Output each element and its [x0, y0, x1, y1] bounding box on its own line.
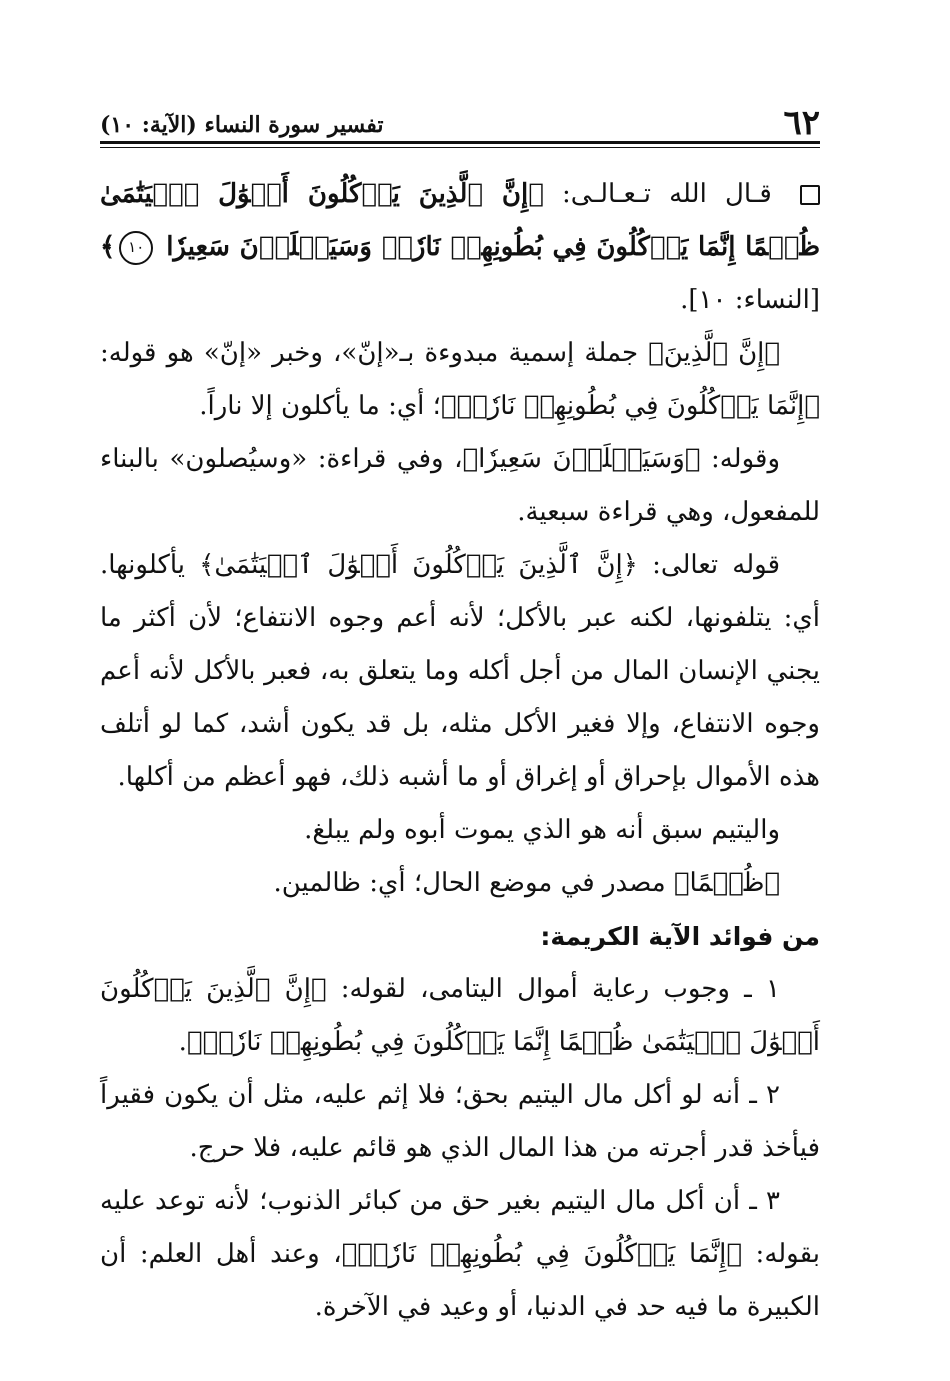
header-rule-thin — [100, 147, 820, 148]
header-rule — [100, 141, 820, 144]
commentary-paragraph-1: ﴿إِنَّ ٱلَّذِينَ﴾ جملة إسمية مبدوءة بـ«إنّ»، وخبر «إنّ» هو قوله: ﴿إِنَّمَا يَأۡكُلُونَ فِي بُطُونِهِمۡ نَارٗاۖ﴾؛ أي: ما يأكلون إلا ناراً. — [100, 338, 820, 421]
page-header — [100, 96, 820, 143]
commentary-paragraph-2: وقوله: ﴿وَسَيَصۡلَوۡنَ سَعِيرٗا﴾، وفي قراءة: «وسيُصلون» بالبناء للمفعول، وهي قراءة سبعية. — [100, 444, 820, 527]
page-body — [100, 168, 820, 1334]
verse-intro: قـال الله تـعـالـى: — [562, 179, 772, 209]
benefit-item-1: ١ ـ وجوب رعاية أموال اليتامى، لقوله: ﴿إِنَّ ٱلَّذِينَ يَأۡكُلُونَ أَمۡوَٰلَ ٱلۡيَتَٰمَىٰ ظُلۡمًا إِنَّمَا يَأۡكُلُونَ فِي بُطُونِهِمۡ نَارٗاۖ﴾. — [100, 974, 820, 1057]
commentary-paragraph-3: قوله تعالى: ﴿إِنَّ ٱلَّذِينَ يَأۡكُلُونَ أَمۡوَٰلَ ٱلۡيَتَٰمَىٰ﴾ يأكلونها. أي: يتلفونها، لكنه عبر بالأكل؛ لأنه أعم وجوه الانتفاع؛ لأن أكثر ما يجني الإنسان المال من أجل أكله وما يتعلق به، فعبر بالأكل لأنه أعم وجوه الانتفاع، وإلا فغير الأكل مثله، بل قد يكون أشد، كما لو أتلف هذه الأموال بإحراق أو إغراق أو ما أشبه ذلك، فهو أعظم من أكلها. — [100, 550, 820, 792]
verse-number-marker: ١٠ — [119, 231, 153, 265]
verse-close-bracket: ﴾ — [100, 232, 116, 262]
benefits-heading: من فوائد الآية الكريمة: — [540, 922, 820, 951]
page-number: ٦٢ — [783, 103, 820, 143]
verse-text: ﴿إِنَّ ٱلَّذِينَ يَأۡكُلُونَ أَمۡوَٰلَ ٱلۡيَتَٰمَىٰ ظُلۡمًا إِنَّمَا يَأۡكُلُونَ فِي بُطُونِهِمۡ نَارٗاۖ وَسَيَصۡلَوۡنَ سَعِيرٗا — [100, 179, 821, 262]
benefit-item-2: ٢ ـ أنه لو أكل مال اليتيم بحق؛ فلا إثم عليه، مثل أن يكون فقيراً فيأخذ قدر أجرته من هذا المال الذي هو قائم عليه، فلا حرج. — [100, 1080, 820, 1163]
square-bullet-icon — [800, 185, 820, 205]
running-title: تفسير سورة النساء (الآية: ١٠) — [100, 112, 384, 138]
commentary-paragraph-4: واليتيم سبق أنه هو الذي يموت أبوه ولم يبلغ. — [304, 815, 780, 845]
verse-reference: [النساء: ١٠]. — [680, 285, 820, 315]
commentary-paragraph-5: ﴿ظُلۡمًا﴾ مصدر في موضع الحال؛ أي: ظالمين. — [273, 868, 780, 898]
benefit-item-3: ٣ ـ أن أكل مال اليتيم بغير حق من كبائر الذنوب؛ لأنه توعد عليه بقوله: ﴿إِنَّمَا يَأۡكُلُونَ فِي بُطُونِهِمۡ نَارٗاۖ﴾، وعند أهل العلم: أن الكبيرة ما فيه حد في الدنيا، أو وعيد في الآخرة. — [100, 1186, 820, 1322]
verse-paragraph — [100, 168, 820, 327]
